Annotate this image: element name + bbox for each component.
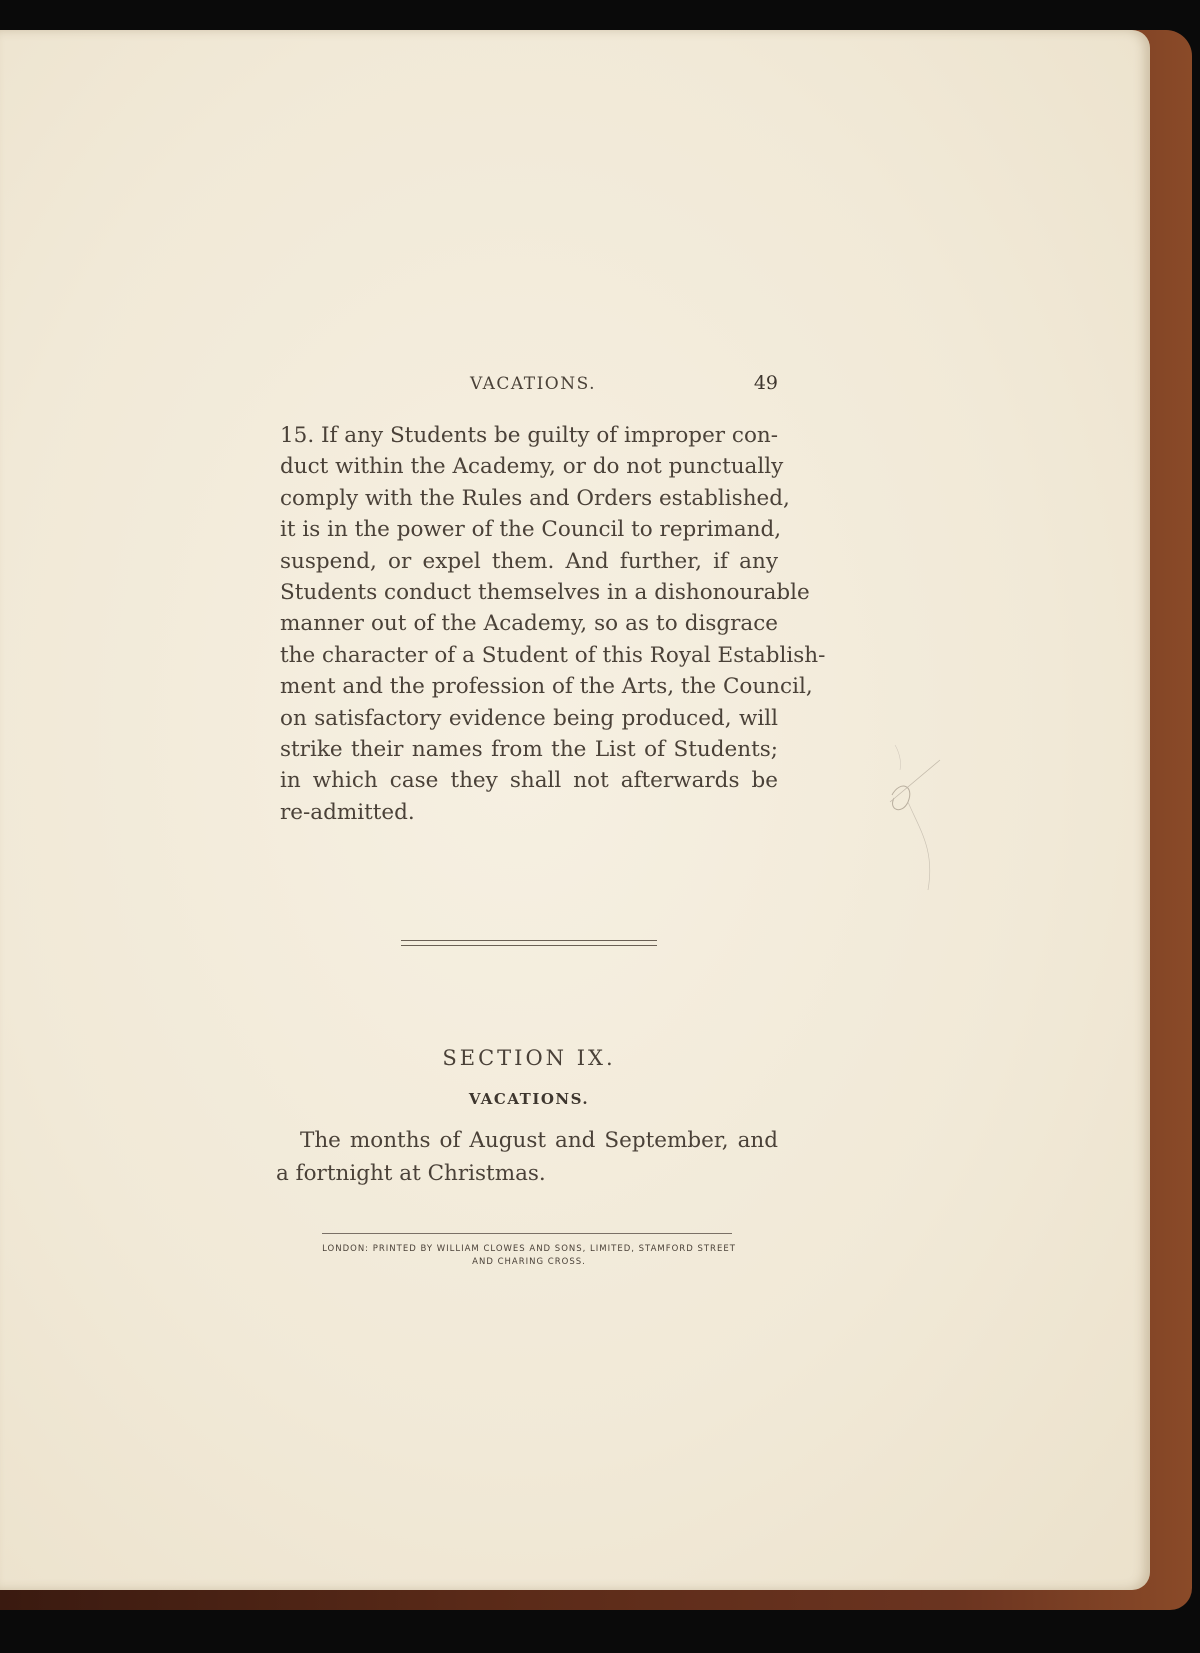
pencil-mark [880, 740, 970, 900]
vacations-paragraph [276, 1124, 778, 1190]
section-subheading: VACATIONS. [468, 1090, 590, 1108]
imprint-line: LONDON: PRINTED BY WILLIAM CLOWES AND SONS, LIMITED, STAMFORD STREET [322, 1244, 736, 1254]
paragraph-15 [280, 420, 826, 828]
imprint-line: AND CHARING CROSS. [472, 1257, 586, 1267]
section-divider [401, 940, 657, 946]
imprint-rule [322, 1233, 732, 1234]
text-line: the character of a Student of this Royal Establish- [280, 642, 826, 668]
text-line: manner out of the Academy, so as to disgrace [280, 611, 778, 637]
text-line: duct within the Academy, or do not punctually [280, 454, 784, 480]
printer-imprint [280, 1243, 778, 1269]
running-head [280, 374, 778, 404]
text-line: in which case they shall not afterwards be [280, 768, 778, 794]
section-heading: SECTION IX. [442, 1046, 616, 1070]
text-line: re-admitted. [280, 799, 415, 825]
text-line: Students conduct themselves in a dishonourable [280, 580, 810, 606]
text-line: strike their names from the List of Students; [280, 737, 778, 763]
text-line: on satisfactory evidence being produced, will [280, 705, 778, 731]
text-line: it is in the power of the Council to reprimand, [280, 517, 782, 543]
text-line: ment and the profession of the Arts, the Council, [280, 674, 813, 700]
text-line: a fortnight at Christmas. [276, 1161, 546, 1186]
text-line: 15. If any Students be guilty of improper con- [280, 423, 778, 448]
running-head-title: VACATIONS. [470, 374, 597, 394]
page-number: 49 [753, 372, 778, 394]
text-line: suspend, or expel them. And further, if any [280, 548, 778, 574]
text-line: The months of August and September, and [300, 1128, 778, 1153]
text-line: comply with the Rules and Orders established, [280, 485, 790, 511]
